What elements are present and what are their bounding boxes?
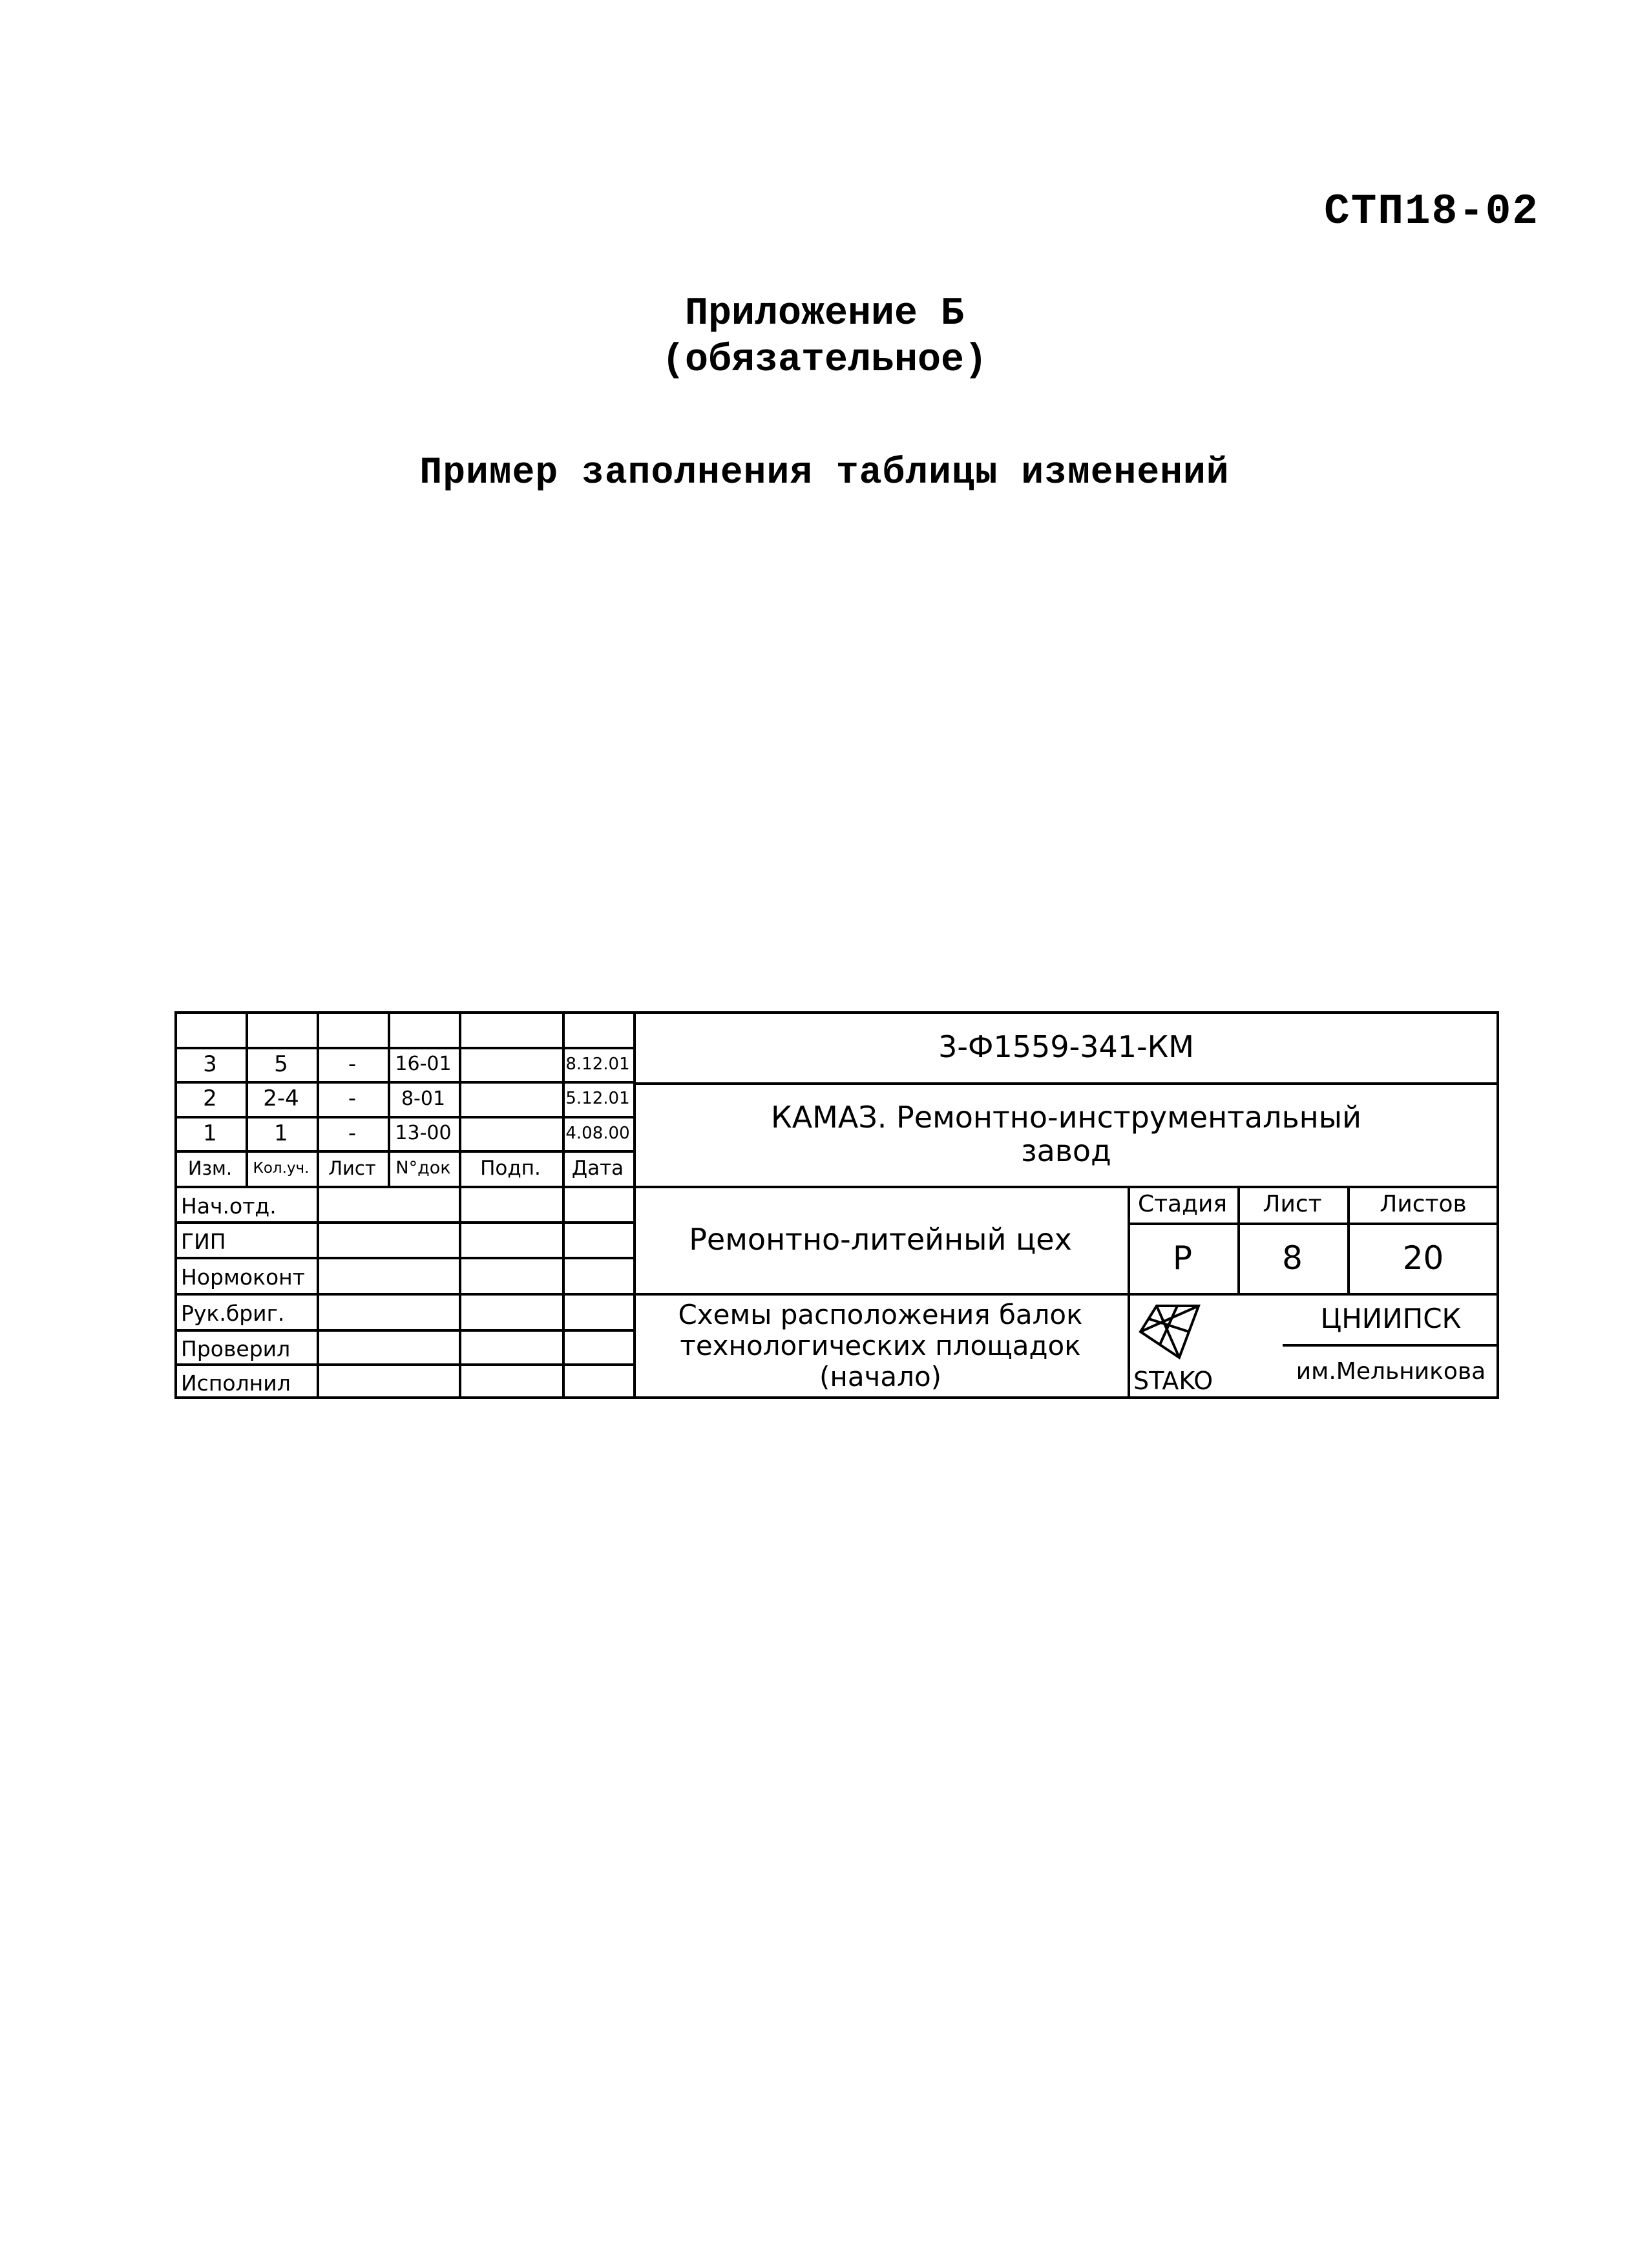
object-name-line2: завод	[1021, 1133, 1111, 1168]
change-doc: 8-01	[401, 1087, 446, 1110]
appendix-heading	[0, 291, 1649, 384]
object-name-line1: КАМАЗ. Ремонтно-инструментальный	[771, 1100, 1361, 1135]
role-label: Проверил	[181, 1336, 291, 1361]
change-podp	[459, 1047, 562, 1081]
sheet-value: 8	[1282, 1239, 1303, 1277]
sheet-title-line2: технологических площадок	[680, 1330, 1081, 1361]
change-kol: 2-4	[263, 1086, 299, 1111]
change-list: -	[348, 1120, 357, 1146]
title-block	[174, 1011, 1499, 1399]
appendix-label: Приложение Б	[684, 292, 965, 336]
role-label: Нач.отд.	[181, 1193, 277, 1219]
change-date: 5.12.01	[565, 1089, 630, 1108]
change-doc: 16-01	[395, 1053, 452, 1075]
sheets-value: 20	[1402, 1239, 1444, 1277]
role-label: Исполнил	[181, 1370, 291, 1396]
sheet-title	[633, 1293, 1128, 1399]
header-podp: Подп.	[480, 1156, 541, 1180]
workshop-name: Ремонтно-литейный цех	[689, 1222, 1072, 1257]
change-date: 8.12.01	[565, 1054, 630, 1074]
logo-text: STAKO	[1133, 1367, 1213, 1395]
document-code: СТП18-02	[1324, 187, 1539, 236]
appendix-note: (обязательное)	[661, 339, 988, 383]
stage-label: Стадия	[1137, 1191, 1228, 1217]
stako-logo	[1131, 1297, 1279, 1395]
change-kol: 1	[274, 1120, 288, 1146]
designation: 3-Ф1559-341-КМ	[938, 1029, 1194, 1064]
role-label: ГИП	[181, 1229, 226, 1254]
change-list: -	[348, 1051, 357, 1077]
role-label: Рук.бриг.	[181, 1301, 285, 1326]
stage-value: Р	[1172, 1239, 1193, 1277]
header-date: Дата	[571, 1156, 624, 1180]
change-podp	[459, 1116, 562, 1150]
sheet-label: Лист	[1263, 1191, 1322, 1217]
change-kol: 5	[274, 1051, 288, 1077]
role-label: Нормоконт	[181, 1265, 305, 1290]
object-name	[633, 1082, 1499, 1186]
page-title: Пример заполнения таблицы изменений	[419, 452, 1230, 494]
change-izm: 1	[203, 1120, 217, 1146]
change-date: 4.08.00	[565, 1123, 630, 1143]
sheet-title-line3: (начало)	[819, 1361, 942, 1392]
sheet-title-line1: Схемы расположения балок	[678, 1299, 1083, 1330]
header-kol: Кол.уч.	[253, 1159, 310, 1177]
change-izm: 3	[203, 1051, 217, 1077]
header-izm: Изм.	[187, 1157, 233, 1179]
header-list: Лист	[328, 1157, 376, 1179]
org-subname: им.Мельникова	[1296, 1358, 1486, 1385]
sheets-label: Листов	[1380, 1191, 1467, 1217]
change-list: -	[348, 1086, 357, 1111]
header-doc: N°док	[395, 1158, 451, 1178]
org-name: ЦНИИПСК	[1320, 1303, 1462, 1334]
stako-logo-icon	[1137, 1299, 1221, 1364]
change-doc: 13-00	[395, 1122, 452, 1144]
change-izm: 2	[203, 1086, 217, 1111]
change-podp	[459, 1081, 562, 1116]
